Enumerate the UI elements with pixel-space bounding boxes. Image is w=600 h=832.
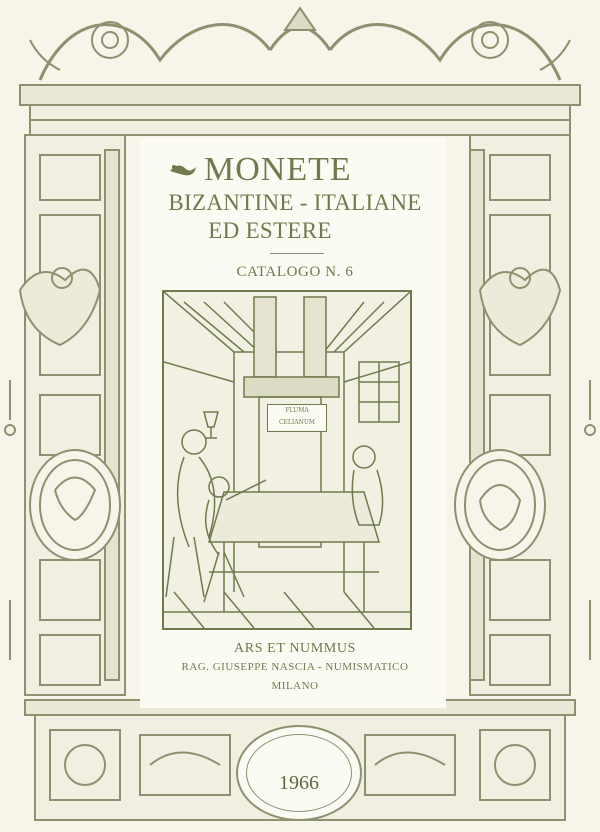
publisher-owner: RAG. GIUSEPPE NASCIA - NUMISMATICO — [181, 661, 409, 673]
publisher-city: MILANO — [271, 680, 319, 692]
banner-line-2: CELIANUM — [278, 419, 316, 426]
title-row — [168, 150, 428, 190]
woodcut-banner — [267, 404, 327, 432]
subtitle-line-2: ED ESTERE — [208, 218, 332, 243]
printing-press-woodcut — [162, 290, 412, 630]
catalog-title: MONETE — [204, 151, 352, 188]
year-medallion — [236, 725, 362, 821]
catalog-number: CATALOGO N. 6 — [236, 264, 354, 280]
publication-year: 1966 — [279, 771, 319, 794]
publisher-name: ARS ET NUMMUS — [234, 641, 356, 656]
title-divider — [270, 253, 324, 254]
banner-line-1: FLUMA — [285, 407, 309, 414]
fleuron-icon — [168, 159, 198, 181]
subtitle-line-1: BIZANTINE - ITALIANE — [168, 190, 422, 215]
